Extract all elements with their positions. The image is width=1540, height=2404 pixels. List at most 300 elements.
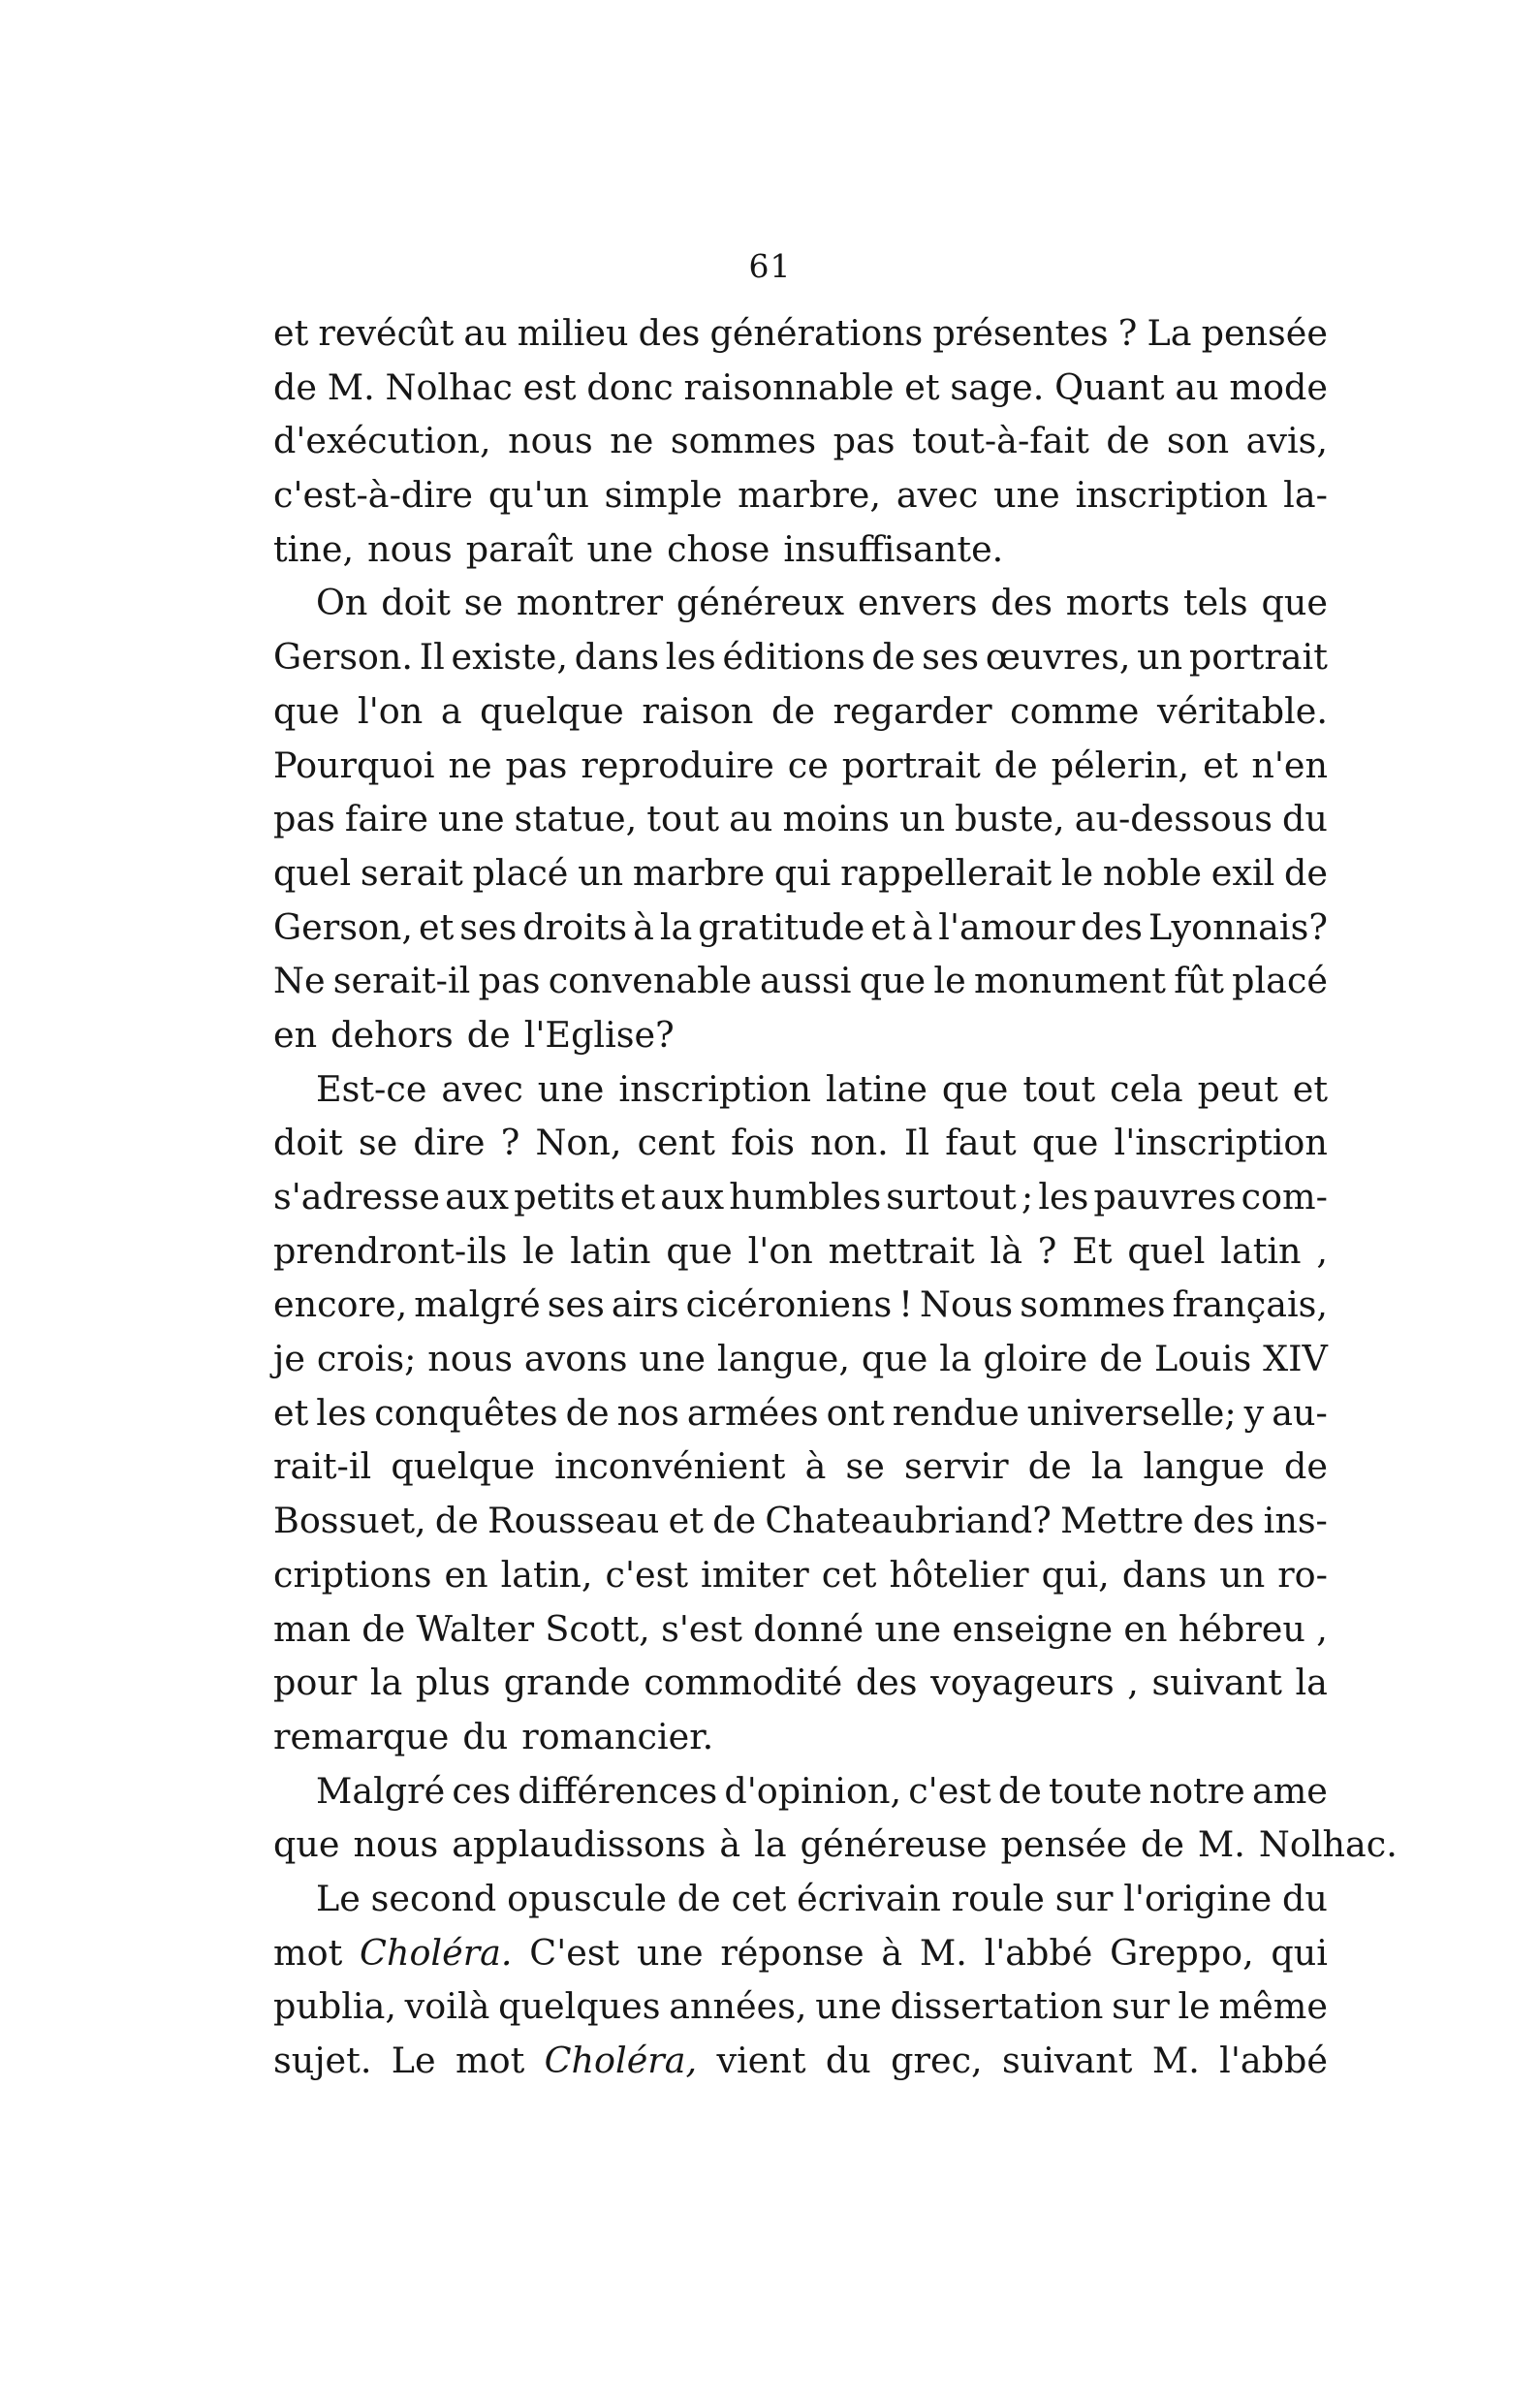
word: Il: [903, 1122, 930, 1164]
word: je: [273, 1338, 305, 1380]
word: placé: [1232, 960, 1328, 1002]
word: Et: [1072, 1229, 1113, 1272]
word: ses: [547, 1283, 605, 1326]
word: ins-: [1263, 1500, 1328, 1542]
word: la: [1295, 1661, 1328, 1704]
word: tout: [646, 798, 720, 840]
word: Scott,: [545, 1607, 650, 1650]
word: mot: [273, 1931, 343, 1974]
word: pas: [273, 798, 335, 840]
word: écrivain: [797, 1877, 941, 1919]
word: la: [659, 905, 693, 948]
text-line: [273, 1764, 1328, 1819]
word: placé: [472, 851, 569, 894]
text-line: [273, 1332, 1328, 1386]
word: au-: [1272, 1391, 1328, 1434]
word: mode: [1229, 365, 1328, 408]
word: suivant: [1151, 1661, 1282, 1704]
word: raisonnable: [683, 365, 895, 408]
text-line: [273, 792, 1328, 846]
word: romancier.: [521, 1715, 714, 1757]
word: ?: [1117, 312, 1138, 354]
word: du: [462, 1715, 509, 1757]
text-line: [273, 1439, 1328, 1494]
word: est: [522, 365, 577, 408]
word: pas: [478, 960, 541, 1002]
word: pensée: [1000, 1823, 1127, 1866]
text-line: [273, 1008, 1328, 1062]
word: une: [586, 527, 654, 570]
word: ses: [922, 636, 980, 679]
word: Louis: [1154, 1338, 1252, 1380]
word: Le: [316, 1877, 361, 1919]
word: Bossuet,: [273, 1500, 426, 1542]
word: Ne: [273, 960, 326, 1002]
word: tout-à-fait: [912, 420, 1089, 462]
word: doit: [273, 1122, 343, 1164]
word: dissertation: [890, 1985, 1104, 2028]
word: quel: [1127, 1229, 1206, 1272]
word: fois: [731, 1122, 795, 1164]
word: du: [1282, 798, 1328, 840]
word: un: [899, 798, 946, 840]
word: convenable: [548, 960, 752, 1002]
word: ne: [448, 743, 492, 786]
word: latine: [826, 1067, 927, 1110]
word: la: [754, 1823, 787, 1866]
word: grec,: [891, 2040, 983, 2081]
word: faut: [945, 1122, 1017, 1164]
word: M.: [1197, 1823, 1245, 1866]
word: que: [1031, 1122, 1099, 1164]
word: cicéroniens: [685, 1283, 893, 1326]
word: que: [666, 1229, 733, 1272]
word: Lyonnais?: [1147, 905, 1328, 948]
word: c'est-à-dire: [273, 474, 473, 517]
word: là: [990, 1229, 1022, 1272]
word: aussi: [760, 960, 852, 1002]
word: c'est: [908, 1769, 991, 1812]
word: com-: [1241, 1176, 1328, 1218]
word: à: [633, 905, 654, 948]
text-line: [273, 306, 1328, 361]
word: avec: [896, 474, 979, 517]
word: de: [1140, 1823, 1184, 1866]
word: latin: [570, 1229, 651, 1272]
word: un: [1219, 1553, 1266, 1596]
word: non.: [810, 1122, 889, 1164]
word: cet: [731, 1877, 787, 1919]
word: opuscule: [507, 1877, 667, 1919]
word: le: [1060, 851, 1094, 894]
word: l'origine: [1123, 1877, 1273, 1919]
word: années,: [669, 1985, 807, 2028]
word: éditions: [722, 636, 865, 679]
word: même: [1218, 1985, 1328, 2028]
word: armées: [686, 1391, 819, 1434]
word: français,: [1172, 1283, 1328, 1326]
word: airs: [611, 1283, 679, 1326]
word: M.: [1151, 2040, 1200, 2081]
word: une: [815, 1985, 882, 2028]
word: second: [370, 1877, 497, 1919]
word: Il: [419, 636, 445, 679]
word: Rousseau: [487, 1500, 660, 1542]
word: de: [1099, 1338, 1144, 1380]
word: et: [619, 1176, 656, 1218]
word: un: [578, 851, 624, 894]
word: vient: [716, 2040, 806, 2081]
word: au-dessous: [1074, 798, 1273, 840]
word: Choléra,: [544, 2040, 698, 2081]
word: ;: [1021, 1176, 1034, 1218]
word: des: [1081, 905, 1143, 948]
word: voyageurs: [930, 1661, 1115, 1704]
word: l'on: [358, 689, 424, 732]
word: du: [1282, 1877, 1328, 1919]
word: ce: [787, 743, 829, 786]
word: Greppo,: [1110, 1931, 1254, 1974]
word: une: [993, 474, 1060, 517]
word: sujet.: [273, 2040, 372, 2081]
word: raison: [642, 689, 754, 732]
word: gratitude: [698, 905, 865, 948]
word: qui: [773, 851, 832, 894]
word: crois;: [316, 1338, 417, 1380]
word: se: [845, 1445, 885, 1488]
word: sommes: [1020, 1283, 1166, 1326]
text-line: [273, 1224, 1328, 1279]
word: quelque: [480, 689, 624, 732]
word: Malgré: [316, 1769, 446, 1812]
word: statue,: [514, 798, 638, 840]
text-line: [273, 1926, 1328, 1980]
word: inscription: [618, 1067, 812, 1110]
word: l'on: [747, 1229, 813, 1272]
word: de: [1284, 1445, 1328, 1488]
word: Choléra.: [360, 1931, 513, 1974]
text-line: [273, 522, 1328, 577]
word: Chateaubriand?: [765, 1500, 1052, 1542]
word: avec: [441, 1067, 523, 1110]
word: Le: [391, 2040, 436, 2081]
word: remarque: [273, 1715, 450, 1757]
word: marbre: [632, 851, 766, 894]
word: à: [911, 905, 933, 948]
word: pauvres: [1093, 1176, 1237, 1218]
word: roule: [951, 1877, 1045, 1919]
word: malgré: [414, 1283, 541, 1326]
word: et: [668, 1500, 704, 1542]
word: c'est: [605, 1553, 689, 1596]
word: moins: [782, 798, 891, 840]
word: ,: [1127, 1661, 1139, 1704]
word: véritable.: [1156, 689, 1328, 732]
word: et: [870, 905, 906, 948]
word: droits: [522, 905, 628, 948]
word: les: [316, 1391, 367, 1434]
text-line: [273, 1872, 1328, 1926]
word: tine,: [273, 527, 355, 570]
word: n'en: [1251, 743, 1328, 786]
text-line: [273, 846, 1328, 901]
word: le: [933, 960, 966, 1002]
word: de: [871, 636, 916, 679]
word: à: [881, 1931, 903, 1974]
word: des: [855, 1661, 918, 1704]
word: Walter: [416, 1607, 535, 1650]
word: publia,: [273, 1985, 396, 2028]
word: noble: [1102, 851, 1203, 894]
word: avis,: [1245, 420, 1328, 462]
word: voilà: [404, 1985, 490, 2028]
word: suivant: [1001, 2040, 1133, 2081]
word: l'abbé: [984, 1931, 1093, 1974]
word: et: [1203, 743, 1239, 786]
word: à: [719, 1823, 741, 1866]
word: et: [1292, 1067, 1328, 1110]
text-line: [273, 1979, 1328, 2034]
word: l'inscription: [1114, 1122, 1328, 1164]
word: donc: [586, 365, 674, 408]
word: gloire: [983, 1338, 1088, 1380]
word: l'amour: [938, 905, 1076, 948]
text-line: [273, 2034, 1328, 2088]
word: de: [466, 1013, 511, 1056]
word: morts: [1065, 582, 1171, 624]
word: peut: [1197, 1067, 1278, 1110]
word: ro-: [1277, 1553, 1328, 1596]
word: une: [636, 1931, 704, 1974]
word: milieu: [517, 312, 629, 354]
word: en: [273, 1013, 318, 1056]
word: y: [1243, 1391, 1265, 1434]
word: commodité: [644, 1661, 843, 1704]
word: qui,: [1041, 1553, 1110, 1596]
word: s'est: [661, 1607, 742, 1650]
word: fût: [1174, 960, 1224, 1002]
word: insuffisante.: [783, 527, 1004, 570]
text-line: [273, 1602, 1328, 1657]
word: Nous: [920, 1283, 1014, 1326]
word: ,: [1316, 1229, 1328, 1272]
word: XIV: [1263, 1338, 1328, 1380]
word: quelque: [391, 1445, 536, 1488]
word: La: [1147, 312, 1192, 354]
text-line: [273, 1548, 1328, 1602]
word: petits: [514, 1176, 615, 1218]
word: d'exécution,: [273, 420, 491, 462]
text-line: [273, 739, 1328, 793]
word: comme: [1010, 689, 1140, 732]
word: que: [273, 1823, 340, 1866]
word: une: [874, 1607, 942, 1650]
word: de: [434, 1500, 479, 1542]
word: quelques: [498, 1985, 661, 2028]
word: C'est: [529, 1931, 620, 1974]
word: notre: [1148, 1769, 1245, 1812]
word: l'abbé: [1219, 2040, 1328, 2081]
word: monument: [973, 960, 1166, 1002]
word: tout: [1022, 1067, 1096, 1110]
word: l'Eglise?: [523, 1013, 675, 1056]
word: Nolhac.: [1258, 1823, 1398, 1866]
word: que: [273, 689, 340, 732]
word: que: [941, 1067, 1009, 1110]
word: le: [522, 1229, 555, 1272]
word: rait-il: [273, 1445, 372, 1488]
word: serait: [360, 851, 463, 894]
word: revécût: [318, 312, 455, 354]
text-line: [273, 684, 1328, 739]
page-number: 61: [748, 247, 792, 285]
word: de: [997, 1769, 1042, 1812]
word: langue,: [716, 1338, 850, 1380]
word: la-: [1283, 474, 1328, 517]
word: cent: [637, 1122, 715, 1164]
word: les: [1038, 1176, 1089, 1218]
word: en: [444, 1553, 488, 1596]
word: la: [939, 1338, 972, 1380]
word: ont: [826, 1391, 885, 1434]
text-line: [273, 954, 1328, 1008]
word: pour: [273, 1661, 358, 1704]
text-line: [273, 1278, 1328, 1332]
word: en: [1123, 1607, 1168, 1650]
word: !: [898, 1283, 913, 1326]
word: au: [463, 312, 508, 354]
word: de: [1027, 1445, 1072, 1488]
word: à: [804, 1445, 827, 1488]
word: les: [665, 636, 716, 679]
word: donné: [753, 1607, 864, 1650]
word: qui: [1271, 1931, 1328, 1974]
text-line: [273, 1656, 1328, 1710]
word: paraît: [465, 527, 574, 570]
word: grande: [503, 1661, 631, 1704]
word: M.: [919, 1931, 967, 1974]
word: ces: [452, 1769, 512, 1812]
word: rendue: [892, 1391, 1020, 1434]
word: ses: [459, 905, 518, 948]
word: prendront-ils: [273, 1229, 508, 1272]
word: marbre,: [738, 474, 881, 517]
word: existe,: [451, 636, 568, 679]
word: aux: [660, 1176, 725, 1218]
word: exil: [1210, 851, 1275, 894]
word: pélerin,: [1051, 743, 1190, 786]
word: applaudissons: [452, 1823, 707, 1866]
word: pas: [505, 743, 568, 786]
text-line: [273, 414, 1328, 468]
word: et: [273, 312, 309, 354]
word: généreux: [676, 582, 845, 624]
text-line: [273, 468, 1328, 522]
word: envers: [857, 582, 978, 624]
word: pas: [833, 420, 896, 462]
word: mettrait: [828, 1229, 975, 1272]
word: se: [358, 1122, 398, 1164]
word: Non,: [535, 1122, 622, 1164]
word: sommes: [670, 420, 817, 462]
word: de: [361, 1607, 406, 1650]
word: serait-il: [332, 960, 471, 1002]
word: des: [1192, 1500, 1255, 1542]
text-line: [273, 361, 1328, 415]
word: dehors: [330, 1013, 454, 1056]
word: aux: [445, 1176, 509, 1218]
text-line: [273, 576, 1328, 630]
word: enseigne: [952, 1607, 1114, 1650]
word: hôtelier: [889, 1553, 1029, 1596]
word: reproduire: [581, 743, 774, 786]
word: doit: [381, 582, 451, 624]
word: présentes: [932, 312, 1109, 354]
word: ?: [500, 1122, 520, 1164]
word: tels: [1182, 582, 1248, 624]
text-line: [273, 1818, 1398, 1872]
word: le: [1178, 1985, 1210, 2028]
word: sur: [1112, 1985, 1170, 2028]
text-line: [273, 1386, 1328, 1440]
word: universelle;: [1026, 1391, 1237, 1434]
word: de: [771, 689, 815, 732]
word: son: [1166, 420, 1230, 462]
word: une: [537, 1067, 605, 1110]
word: regarder: [833, 689, 992, 732]
word: nous: [427, 1338, 514, 1380]
word: Mettre: [1060, 1500, 1184, 1542]
word: que: [861, 1338, 928, 1380]
word: simple: [604, 474, 723, 517]
word: du: [825, 2040, 871, 2081]
text-line: [273, 901, 1328, 955]
word: pensée: [1201, 312, 1328, 354]
word: On: [316, 582, 368, 624]
word: Est-ce: [316, 1067, 427, 1110]
word: au: [1175, 365, 1219, 408]
word: au: [729, 798, 773, 840]
word: de: [676, 1877, 721, 1919]
word: généreuse: [800, 1823, 988, 1866]
word: nous: [367, 527, 453, 570]
word: sage.: [950, 365, 1045, 408]
word: servir: [904, 1445, 1009, 1488]
word: surtout: [886, 1176, 1017, 1218]
word: encore,: [273, 1283, 408, 1326]
word: œuvres,: [985, 636, 1131, 679]
word: Quant: [1054, 365, 1165, 408]
word: plus: [415, 1661, 491, 1704]
word: chose: [667, 527, 770, 570]
text-line: [273, 630, 1328, 684]
word: cela: [1110, 1067, 1183, 1110]
word: montrer: [516, 582, 664, 624]
word: un: [1137, 636, 1183, 679]
word: M.: [327, 365, 375, 408]
word: sur: [1054, 1877, 1114, 1919]
word: criptions: [273, 1553, 432, 1596]
word: des: [638, 312, 701, 354]
word: et: [419, 905, 455, 948]
word: dire: [413, 1122, 486, 1164]
word: Nolhac: [385, 365, 513, 408]
word: ?: [1037, 1229, 1057, 1272]
word: buste,: [955, 798, 1065, 840]
word: nos: [616, 1391, 679, 1434]
word: hébreu: [1178, 1607, 1305, 1650]
word: inconvénient: [554, 1445, 786, 1488]
